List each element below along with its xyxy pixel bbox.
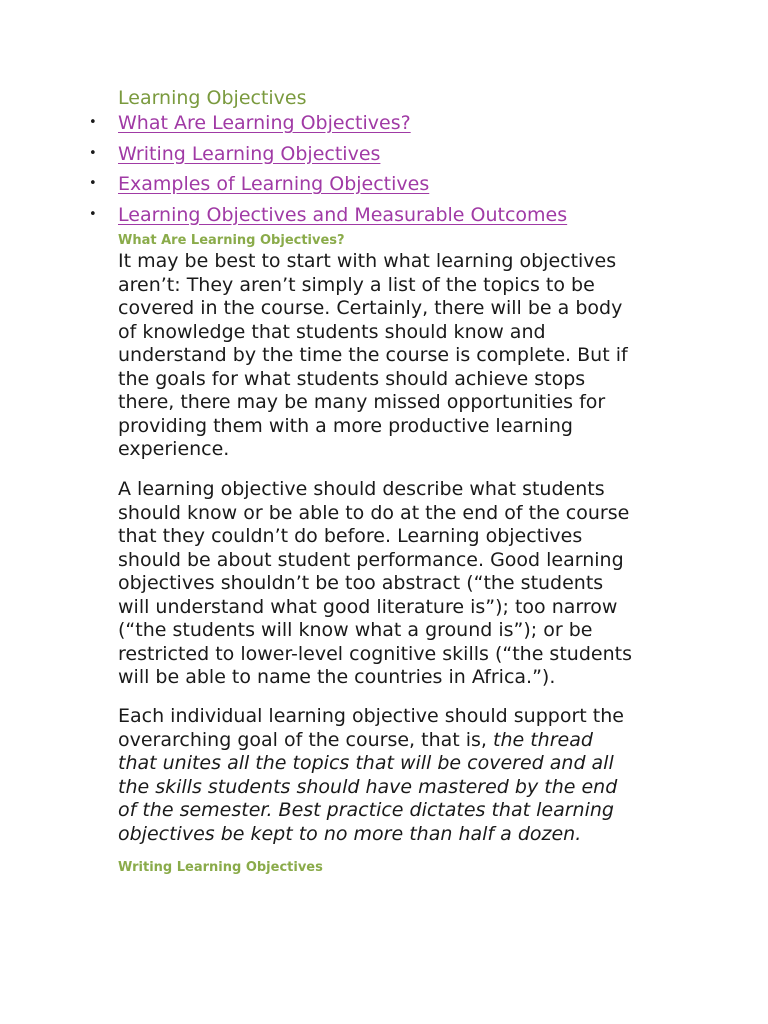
- text-line: providing them with a more productive learning: [118, 414, 573, 437]
- text-run: overarching goal of the course, that is,: [118, 728, 494, 751]
- text-line: should know or be able to do at the end of the course: [118, 501, 630, 524]
- text-line: there, there may be many missed opportunities for: [118, 391, 606, 413]
- text-line: covered in the course. Certainly, there will be a body: [118, 297, 623, 319]
- text-line: aren’t: They aren’t simply a list of the topics to be: [118, 273, 595, 296]
- text-line: that they couldn’t do before. Learning objectives: [118, 525, 583, 547]
- toc-link-writing-learning-objectives[interactable]: Writing Learning Objectives: [118, 142, 381, 165]
- italic-run: the thread: [493, 728, 593, 751]
- text-line: of knowledge that students should know and: [118, 320, 546, 343]
- text-line: restricted to lower-level cognitive skills (“the students: [118, 642, 632, 665]
- text-line: will be able to name the countries in Africa.”).: [118, 666, 556, 688]
- italic-line: that unites all the topics that will be covered and all: [118, 752, 614, 774]
- text-line-mixed: [118, 729, 678, 753]
- italic-line: objectives be kept to no more than half a dozen.: [118, 822, 582, 845]
- paragraph-intro: [118, 250, 678, 462]
- paragraph-overarching-goal: [118, 705, 678, 846]
- text-line: A learning objective should describe what students: [118, 478, 605, 500]
- text-line: It may be best to start with what learning objectives: [118, 250, 617, 272]
- italic-line: of the semester. Best practice dictates that learning: [118, 799, 614, 821]
- paragraph-definition: [118, 478, 678, 690]
- text-line: experience.: [118, 438, 230, 460]
- toc-link-measurable-outcomes[interactable]: Learning Objectives and Measurable Outcomes: [118, 203, 568, 226]
- section-heading-writing: Writing Learning Objectives: [118, 860, 323, 875]
- text-line: understand by the time the course is complete. But if: [118, 344, 628, 366]
- bullet-icon: •: [89, 176, 97, 191]
- text-line: (“the students will know what a ground is”); or be: [118, 619, 593, 641]
- bullet-icon: •: [89, 206, 97, 222]
- text-line: the goals for what students should achieve stops: [118, 367, 586, 390]
- bullet-icon: •: [89, 145, 97, 161]
- toc-link-examples-of-learning-objectives[interactable]: Examples of Learning Objectives: [118, 173, 430, 195]
- text-line: objectives shouldn’t be too abstract (“the students: [118, 572, 604, 594]
- bullet-icon: •: [89, 115, 97, 130]
- text-line: will understand what good literature is”); too narrow: [118, 595, 618, 618]
- text-line: should be about student performance. Good learning: [118, 548, 624, 571]
- text-line: Each individual learning objective should support the: [118, 705, 624, 727]
- toc-link-what-are-learning-objectives[interactable]: What Are Learning Objectives?: [118, 112, 411, 134]
- document-title: Learning Objectives: [118, 87, 307, 109]
- section-heading-what-are: What Are Learning Objectives?: [118, 233, 345, 248]
- italic-line: the skills students should have mastered by the end: [118, 775, 618, 798]
